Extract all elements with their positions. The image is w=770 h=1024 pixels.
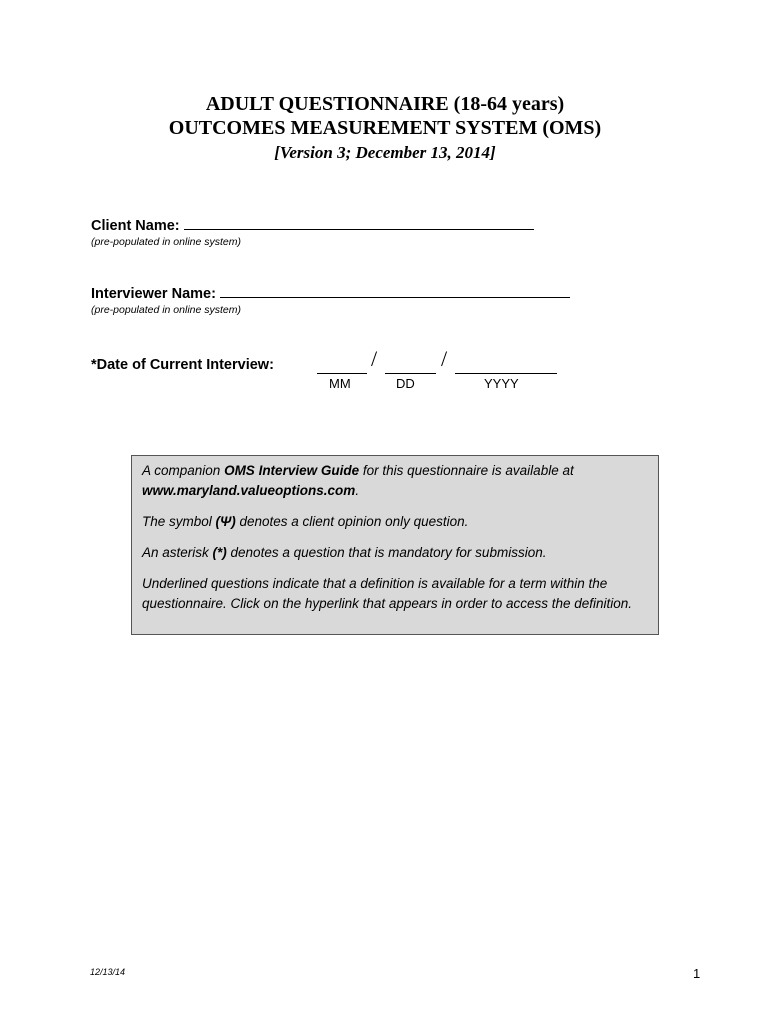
- date-year-caption: YYYY: [484, 376, 519, 391]
- client-name-field: [91, 215, 534, 249]
- title-line-2: OUTCOMES MEASUREMENT SYSTEM (OMS): [168, 117, 602, 139]
- document-header: [0, 92, 770, 164]
- interviewer-name-field: [91, 283, 570, 317]
- interviewer-name-note: (pre-populated in online system): [91, 304, 241, 316]
- title-line-1: ADULT QUESTIONNAIRE (18-64 years): [205, 93, 565, 115]
- info-guide-paragraph: A companion OMS Interview Guide for this questionnaire is available at www.maryland.valueoptions.com.: [142, 463, 574, 498]
- page-number: 1: [693, 966, 701, 981]
- interviewer-name-input[interactable]: [220, 283, 570, 298]
- date-separator: /: [371, 346, 378, 371]
- interviewer-name-label: Interviewer Name:: [91, 286, 216, 302]
- guide-website-link[interactable]: www.maryland.valueoptions.com: [142, 483, 356, 498]
- date-day-caption: DD: [396, 376, 415, 391]
- info-box: [131, 455, 659, 635]
- date-year-input[interactable]: [455, 373, 557, 374]
- date-day-input[interactable]: [385, 373, 436, 374]
- interview-date-label: *Date of Current Interview:: [91, 357, 274, 373]
- date-month-input[interactable]: [317, 373, 367, 374]
- info-symbol-paragraph: The symbol (Ψ) denotes a client opinion only question.: [142, 514, 469, 529]
- version-line: [Version 3; December 13, 2014]: [274, 143, 496, 162]
- client-name-label: Client Name:: [91, 218, 180, 234]
- footer-date: 12/13/14: [90, 967, 126, 977]
- info-asterisk-paragraph: An asterisk (*) denotes a question that is mandatory for submission.: [142, 545, 547, 560]
- client-name-note: (pre-populated in online system): [91, 236, 241, 248]
- client-name-input[interactable]: [184, 215, 534, 230]
- info-underline-paragraph: Underlined questions indicate that a definition is available for a term within the questionnaire. Click on the hyperlink that appears in order to access the definition.: [142, 576, 633, 611]
- date-month-caption: MM: [329, 376, 351, 391]
- date-separator: /: [441, 346, 448, 371]
